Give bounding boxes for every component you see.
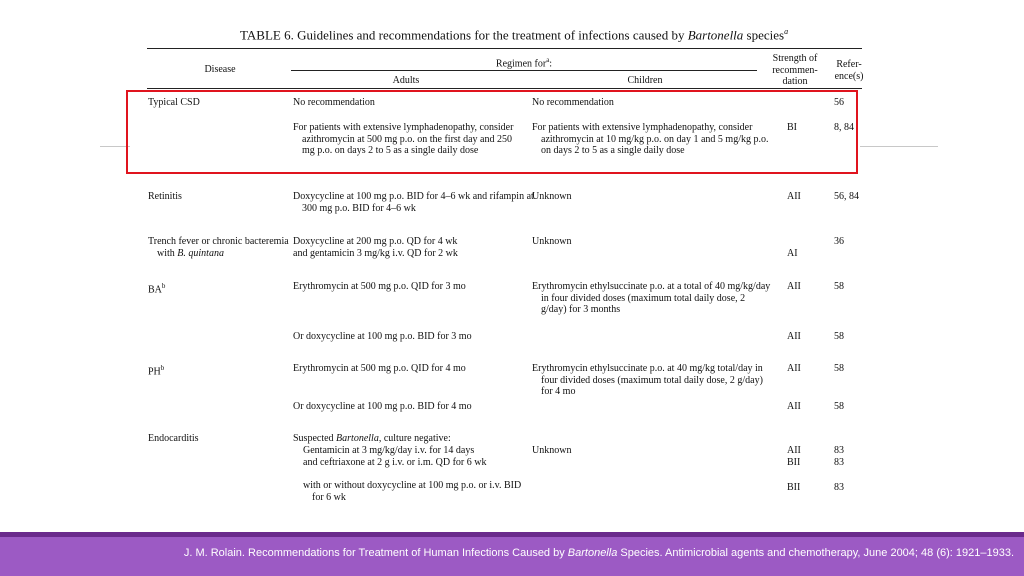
slide-divider-right (860, 146, 938, 147)
ba-strength-2: AII (787, 331, 801, 342)
header-bottom-rule (147, 88, 862, 89)
ba-adult-doxycycline: Or doxycycline at 100 mg p.o. BID for 3 mo (293, 331, 472, 342)
header-strength: Strength of recommen- dation (772, 53, 818, 87)
endo-reference-3: 83 (834, 482, 844, 493)
endo-strength-3: BII (787, 482, 801, 493)
highlight-box (126, 90, 858, 174)
endo-strength-2: BII (787, 457, 801, 468)
csd-child-azithromycin: For patients with extensive lymphadenopathy, consider azithromycin at 10 mg/kg p.o. on day 1 and 5 mg/kg p.o. on days 2 to 5 as a single daily dose (532, 122, 769, 156)
retinitis-strength: AII (787, 191, 801, 202)
retinitis-child: Unknown (532, 191, 572, 202)
regimen-rule (291, 70, 757, 71)
csd-adult-no-recommendation: No recommendation (293, 97, 375, 108)
disease-endocarditis: Endocarditis (148, 433, 199, 444)
csd-adult-azithromycin: For patients with extensive lymphadenopathy, consider azithromycin at 500 mg p.o. on the first day and 250 mg p.o. on days 2 to 5 as a single daily dose (293, 122, 514, 156)
csd-strength: BI (787, 122, 797, 133)
header-references: Refer- ence(s) (834, 59, 864, 82)
endo-child: Unknown (532, 445, 572, 456)
header-children: Children (627, 75, 663, 86)
trench-strength: AI (787, 248, 798, 259)
trench-adult: Doxycycline at 200 mg p.o. QD for 4 wk and gentamicin 3 mg/kg i.v. QD for 2 wk (293, 236, 458, 259)
endo-reference-1: 83 (834, 445, 844, 456)
endo-adult-ceftriaxone: and ceftriaxone at 2 g i.v. or i.m. QD for 6 wk (303, 457, 487, 468)
ba-strength-1: AII (787, 281, 801, 292)
endo-strength-1: AII (787, 445, 801, 456)
ba-reference-1: 58 (834, 281, 844, 292)
csd-child-no-recommendation: No recommendation (532, 97, 614, 108)
ba-child: Erythromycin ethylsuccinate p.o. at a total of 40 mg/kg/day in four divided doses (maximum total daily dose, 2 g/day) for 3 months (532, 281, 771, 315)
csd-reference-1: 56 (834, 97, 844, 108)
footer-band (0, 537, 1024, 576)
disease-trench-fever: Trench fever or chronic bacteremia with B. quintana (148, 236, 289, 259)
endo-reference-2: 83 (834, 457, 844, 468)
ph-strength-2: AII (787, 401, 801, 412)
header-adults: Adults (392, 75, 420, 86)
endo-adult-gentamicin: Gentamicin at 3 mg/kg/day i.v. for 14 days (303, 445, 475, 456)
csd-reference-2: 8, 84 (834, 122, 854, 133)
footer-citation: J. M. Rolain. Recommendations for Treatment of Human Infections Caused by Bartonella Species. Antimicrobial agents and chemotherapy, June 2004; 48 (6): 1921–1933. (183, 547, 1014, 559)
ba-adult-erythromycin: Erythromycin at 500 mg p.o. QID for 3 mo (293, 281, 466, 292)
trench-reference: 36 (834, 236, 844, 247)
ba-reference-2: 58 (834, 331, 844, 342)
ph-child: Erythromycin ethylsuccinate p.o. at 40 mg/kg total/day in four divided doses (maximum total daily dose, 2 g/day) for 4 mo (532, 363, 763, 397)
retinitis-adult: Doxycycline at 100 mg p.o. BID for 4–6 wk and rifampin at 300 mg p.o. BID for 4–6 wk (293, 191, 534, 214)
disease-ph: $PH^b$ (148, 364, 165, 378)
header-disease: Disease (204, 64, 236, 75)
ph-strength-1: AII (787, 363, 801, 374)
ph-adult-erythromycin: Erythromycin at 500 mg p.o. QID for 4 mo (293, 363, 466, 374)
endo-adult-suspected: Suspected Bartonella, culture negative: (293, 433, 451, 444)
header-regimen: Regimen for$^a$: (495, 56, 553, 70)
endo-adult-doxycycline: with or without doxycycline at 100 mg p.o. or i.v. BID for 6 wk (303, 480, 522, 503)
trench-child: Unknown (532, 236, 572, 247)
ph-adult-doxycycline: Or doxycycline at 100 mg p.o. BID for 4 mo (293, 401, 472, 412)
table-top-rule (147, 48, 862, 49)
retinitis-reference: 56, 84 (834, 191, 859, 202)
disease-typical-csd: Typical CSD (148, 97, 200, 108)
ph-reference-1: 58 (834, 363, 844, 374)
ph-reference-2: 58 (834, 401, 844, 412)
table-title: TABLE 6. Guidelines and recommendations for the treatment of infections caused by Bartonella species$^a$ (240, 27, 789, 43)
disease-retinitis: Retinitis (148, 191, 182, 202)
disease-ba: $BA^b$ (148, 282, 166, 296)
